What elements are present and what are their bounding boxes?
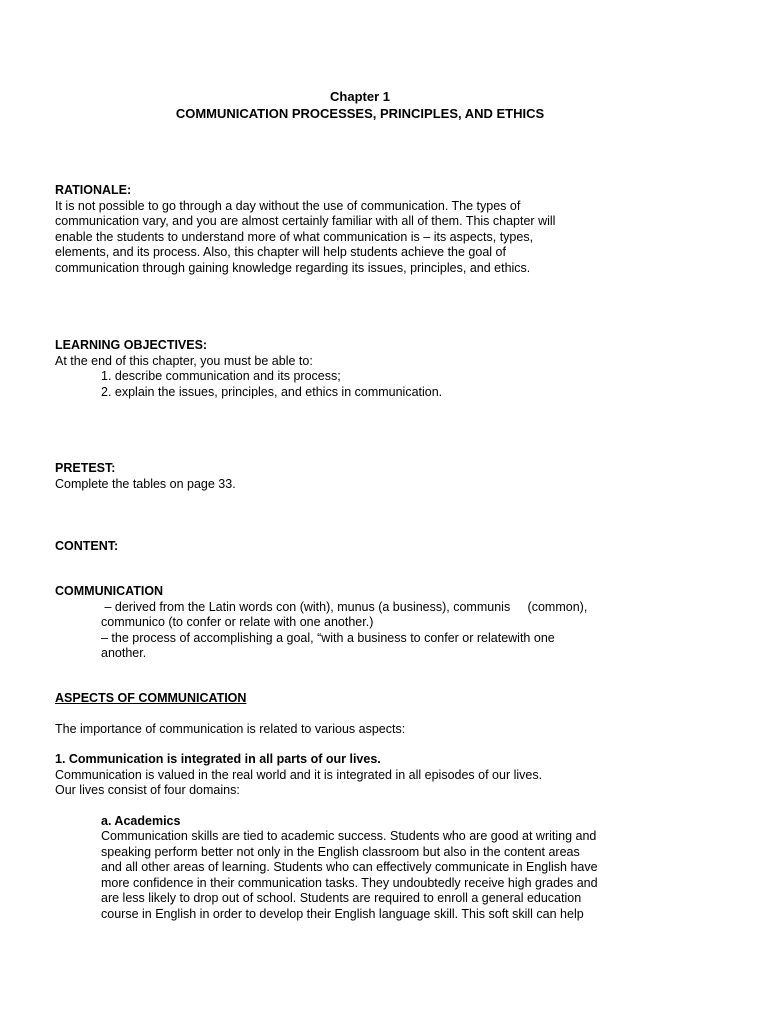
rationale-heading: RATIONALE:: [55, 183, 132, 197]
objective-item: 1. describe communication and its process;: [101, 369, 341, 383]
communication-definition-line: – derived from the Latin words con (with), munus (a business), communis (common),: [101, 599, 588, 614]
communication-definition-line: – the process of accomplishing a goal, “with a business to confer or relatewith one: [101, 630, 555, 645]
rationale-line: communication vary, and you are almost certainly familiar with all of them. This chapter will: [55, 214, 556, 228]
aspects-heading: ASPECTS OF COMMUNICATION: [55, 691, 247, 705]
academics-line: more confidence in their communication tasks. They undoubtedly receive high grades and: [101, 875, 598, 890]
content-section: [55, 539, 675, 555]
academics-line: speaking perform better not only in the English classroom but also in the content areas: [101, 844, 580, 859]
aspect-point-line: Our lives consist of four domains:: [55, 783, 240, 797]
communication-heading: COMMUNICATION: [55, 584, 164, 598]
objectives-heading: LEARNING OBJECTIVES:: [55, 338, 208, 352]
rationale-line: It is not possible to go through a day without the use of communication. The types of: [55, 198, 521, 213]
academics-heading: a. Academics: [101, 813, 181, 828]
chapter-number: Chapter 1: [330, 89, 390, 104]
chapter-title-block: [0, 88, 720, 122]
objective-item: 2. explain the issues, principles, and ethics in communication.: [101, 384, 443, 399]
academics-line: are less likely to drop out of school. Students are required to enroll a general education: [101, 891, 582, 905]
academics-line: course in English in order to develop their English language skill. This soft skill can help: [101, 906, 584, 921]
academics-line: Communication skills are tied to academic success. Students who are good at writing and: [101, 829, 597, 843]
pretest-heading: PRETEST:: [55, 461, 116, 475]
content-heading: CONTENT:: [55, 539, 119, 553]
objectives-section: [55, 338, 675, 400]
aspect-point-line: Communication is valued in the real world and it is integrated in all episodes of our lives.: [55, 767, 543, 782]
rationale-section: [55, 183, 675, 276]
objectives-intro: At the end of this chapter, you must be able to:: [55, 353, 313, 368]
communication-definition-line: communico (to confer or relate with one another.): [101, 615, 374, 629]
aspect-point-heading: 1. Communication is integrated in all parts of our lives.: [55, 752, 381, 766]
aspects-section: [55, 691, 675, 922]
aspects-intro: The importance of communication is related to various aspects:: [55, 721, 406, 736]
academics-line: and all other areas of learning. Students who can effectively communicate in English have: [101, 860, 598, 874]
rationale-line: communication through gaining knowledge regarding its issues, principles, and ethics.: [55, 260, 531, 275]
communication-section: [55, 584, 675, 662]
communication-definition-line: another.: [101, 646, 147, 660]
rationale-line: elements, and its process. Also, this chapter will help students achieve the goal of: [55, 245, 506, 259]
rationale-line: enable the students to understand more of what communication is – its aspects, types,: [55, 229, 534, 244]
chapter-title: COMMUNICATION PROCESSES, PRINCIPLES, AND ETHICS: [175, 106, 545, 121]
pretest-text: Complete the tables on page 33.: [55, 476, 236, 491]
pretest-section: [55, 461, 675, 492]
